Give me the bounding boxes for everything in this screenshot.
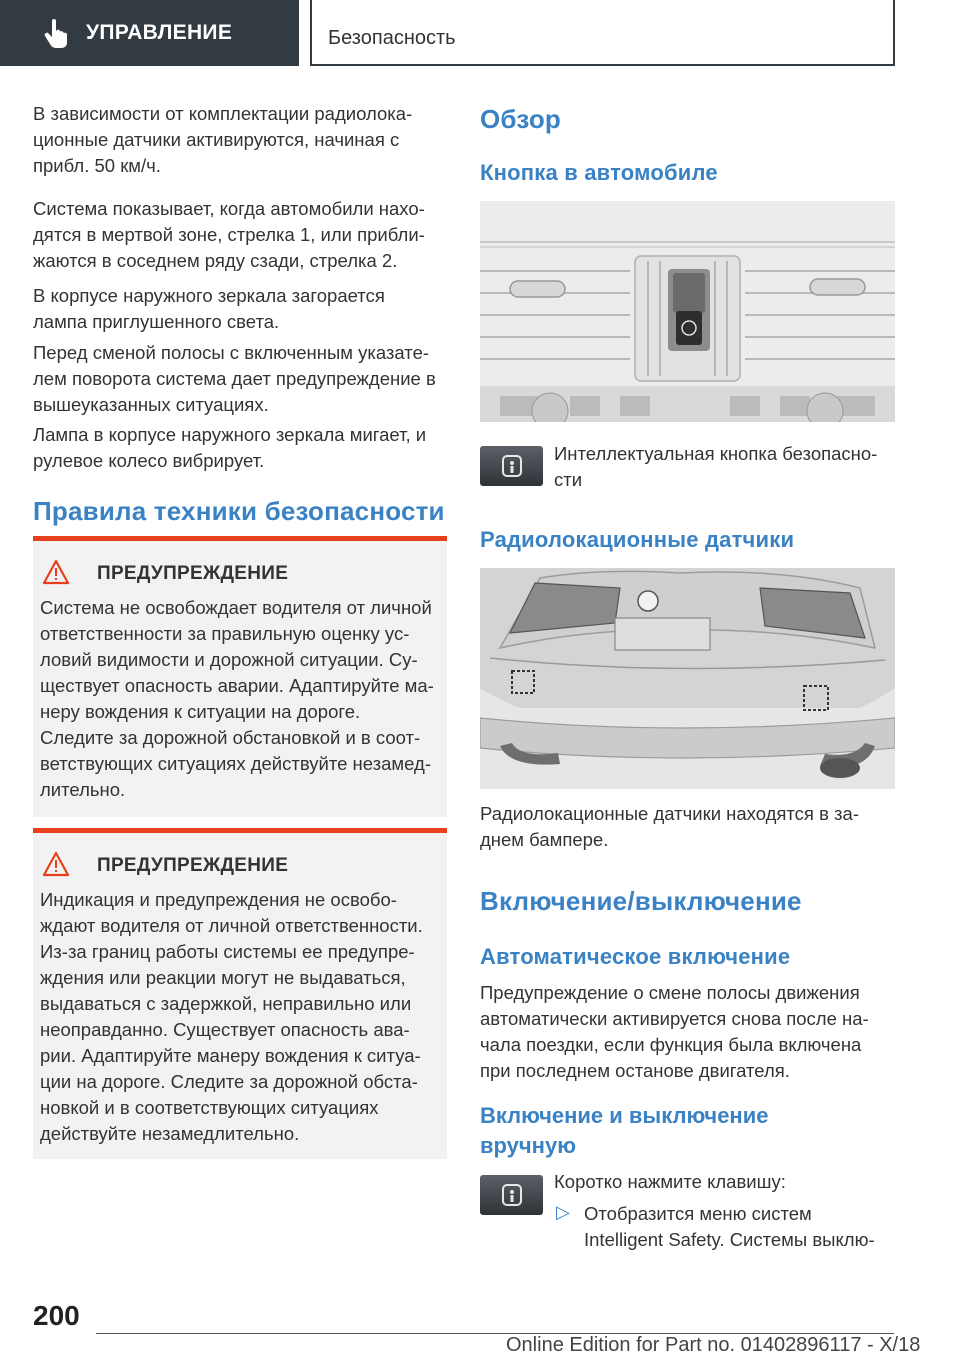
bullet-triangle-icon: ▷ (556, 1202, 570, 1222)
paragraph-blind-spot (33, 196, 447, 274)
text-line: Интеллектуальная кнопка безопасно- (554, 443, 878, 464)
text-line: ответственности за правильную оценку ус- (40, 623, 410, 644)
heading-manual-on-off (480, 1101, 768, 1161)
text-line: рулевое колесо вибрирует. (33, 450, 265, 471)
text-line: ловий видимости и дорожной ситуации. Су- (40, 649, 418, 670)
text-line: днем бампере. (480, 829, 609, 850)
text-line: неру вождения к ситуации на дороге. (40, 701, 361, 722)
text-line: действуйте незамедлительно. (40, 1123, 300, 1144)
text-line: ществует опасность аварии. Адаптируйте ма- (40, 675, 434, 696)
heading-button-in-car: Кнопка в автомобиле (480, 160, 718, 185)
text-line: при последнем останове двигателя. (480, 1060, 790, 1081)
text-line: неоправданно. Существует опасность ава- (40, 1019, 410, 1040)
warning-text (40, 595, 444, 803)
heading-line: Включение и выключение (480, 1103, 769, 1128)
hand-pointer-icon (34, 10, 80, 56)
warning-triangle-icon (43, 851, 69, 877)
warning-triangle-icon (43, 559, 69, 585)
text-line: Следите за дорожной обстановкой и в соот- (40, 727, 421, 748)
text-line: ветствующих ситуациях действуйте незамед- (40, 753, 431, 774)
warning-title: ПРЕДУПРЕЖДЕНИЕ (97, 855, 289, 876)
warning-title: ПРЕДУПРЕЖДЕНИЕ (97, 563, 289, 584)
heading-auto-on: Автоматическое включение (480, 944, 791, 969)
text-line: прибл. 50 км/ч. (33, 155, 161, 176)
warning-box-1 (33, 536, 447, 817)
paragraph-mirror-lamp (33, 283, 447, 335)
text-line: Перед сменой полосы с включенным указате- (33, 342, 430, 363)
text-line: Предупреждение о смене полосы движения (480, 982, 860, 1003)
paragraph-vibration (33, 422, 447, 474)
text-line: ждают водителя от личной ответственности. (40, 915, 423, 936)
safety-button-icon (480, 446, 543, 486)
heading-on-off: Включение/выключение (480, 886, 802, 916)
heading-overview: Обзор (480, 104, 561, 134)
text-line: ждения или реакции могут не выдаваться, (40, 967, 406, 988)
chapter-header (310, 0, 895, 66)
text-line: сти (554, 469, 583, 490)
section-tab-label: УПРАВЛЕНИЕ (86, 21, 233, 44)
text-line: вышеуказанных ситуациях. (33, 394, 269, 415)
text-line: автоматически активируется снова после на- (480, 1008, 869, 1029)
text-line: лем поворота система дает предупреждение в (33, 368, 436, 389)
manual-instruction: Коротко нажмите клавишу: (554, 1171, 786, 1192)
warning-box-2 (33, 828, 447, 1159)
text-line: жаются в соседнем ряду сзади, стрелка 2. (33, 250, 398, 271)
edition-note: Online Edition for Part no. 01402896117 - X/18 (506, 1334, 921, 1356)
text-line: выдаваться с задержкой, неправильно или (40, 993, 412, 1014)
rear-bumper-image (480, 568, 895, 789)
heading-line: вручную (480, 1133, 576, 1158)
warning-text (40, 887, 444, 1147)
text-line: В корпусе наружного зеркала загорается (33, 285, 385, 306)
paragraph-lane-change (33, 340, 453, 418)
sensors-caption (480, 801, 900, 853)
text-line: чала поездки, если функция была включена (480, 1034, 862, 1055)
text-line: Индикация и предупреждения не освобо- (40, 889, 397, 910)
heading-radar-sensors: Радиолокационные датчики (480, 527, 795, 552)
safety-button-icon (480, 1175, 543, 1215)
text-line: Из-за границ работы системы ее предупре- (40, 941, 415, 962)
text-line: Система не освобождает водителя от личной (40, 597, 432, 618)
bullet-item (584, 1201, 904, 1253)
paragraph-activation (33, 101, 447, 179)
text-line: Система показывает, когда автомобили нахо- (33, 198, 425, 219)
dashboard-button-image (480, 201, 895, 422)
text-line: рии. Адаптируйте манеру вождения к ситуа- (40, 1045, 421, 1066)
text-line: Intelligent Safety. Системы выклю- (584, 1229, 875, 1250)
section-tab[interactable] (0, 0, 299, 66)
text-line: Отобразится меню систем (584, 1203, 812, 1224)
chapter-title: Безопасность (328, 27, 456, 49)
button-caption (554, 441, 899, 493)
text-line: Радиолокационные датчики находятся в за- (480, 803, 859, 824)
text-line: ции на дороге. Следите за дорожной обста- (40, 1071, 418, 1092)
auto-on-text (480, 980, 900, 1084)
text-line: дятся в мертвой зоне, стрелка 1, или прибли- (33, 224, 425, 245)
text-line: ционные датчики активируются, начиная с (33, 129, 400, 150)
text-line: лительно. (40, 779, 126, 800)
text-line: В зависимости от комплектации радиолока- (33, 103, 413, 124)
text-line: лампа приглушенного света. (33, 311, 280, 332)
page-number: 200 (33, 1300, 80, 1331)
heading-safety-rules: Правила техники безопасности (33, 496, 445, 526)
text-line: новкой и в соответствующих ситуациях (40, 1097, 379, 1118)
text-line: Лампа в корпусе наружного зеркала мигает, и (33, 424, 427, 445)
